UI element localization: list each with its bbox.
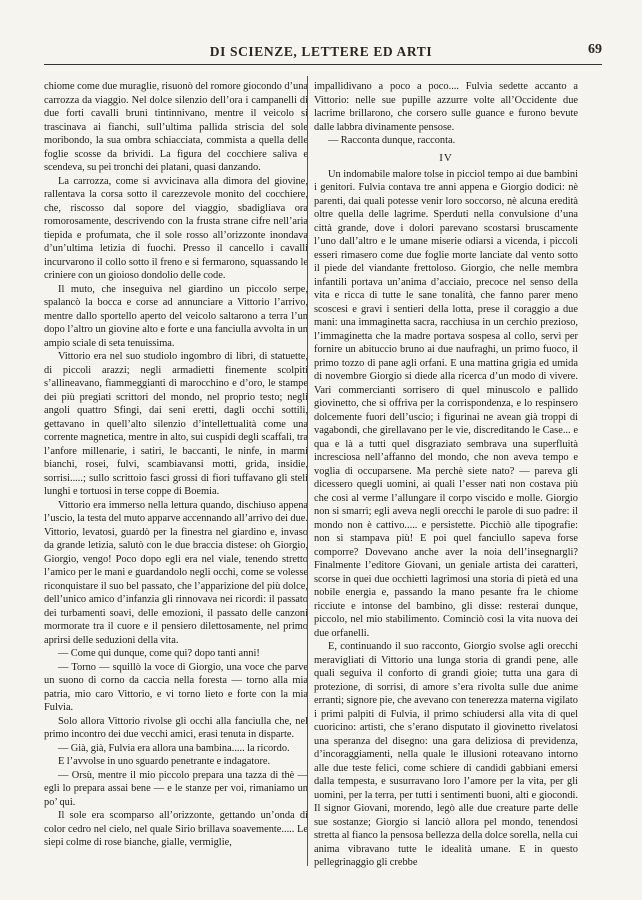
- paragraph: Solo allora Vittorio rivolse gli occhi alla fanciulla che, nel primo incontro dei due vecchi amici, erasi tenuta in disparte.: [44, 715, 308, 740]
- paragraph: Vittorio era immerso nella lettura quando, dischiuso appena l’uscio, la testa del muto apparve accennando all’arrivo dei due. Vittorio, levatosi, guardò per la finestra nel giardino e, invaso da grande letizia, salutò con le due braccia distese: oh Giorgio, Giorgio, vengo! Poco dopo egli era nel viale, tenendo stretto l’amico per le mani e guardandolo negli occhi, come se volesse riconquistare il suo bel passato, che l’apparizione del più dolce, dell’unico amico d’infanzia gli rinnovava nei ricordi: il passato dei turbamenti soavi, delle emozioni, il passato delle canzoni mormorate tra il cuore e il pensiero dilettosamente, nel primo aprirsi delle seduzioni della vita.: [44, 499, 308, 646]
- right-column: [314, 80, 578, 870]
- paragraph: impallidivano a poco a poco.... Fulvia sedette accanto a Vittorio: nelle sue pupille azzurre volte all’Occidente due lacrime brillarono, che corsero sulle guance e furono bevute dalle labbra divinamente pensose.: [314, 81, 578, 133]
- section-heading: IV: [439, 151, 453, 164]
- column-divider: [307, 76, 308, 866]
- paragraph: Vittorio era nel suo studiolo ingombro di libri, di statuette, di piccoli arazzi; negli armadietti finemente scolpiti s’allineavano, fiammeggianti di marocchino e d’oro, le stampe dei più pregiati scrittori del mondo, nel proprio testo; negli angoli quattro Sfingi, dai seni eretti, dagli occhi sottili, gettavano in quell’alto silenzio d’intellettualità come una corrente magnetica, mentre in alto, sui cuspidi degli scaffali, tra l’anfore millenarie, i satiri, le baccanti, le ninfe, in marmi bianchi, rosei, fulvi, scambiavansi motti, grida, insidie, sorrisi.....; sullo scrittoio fasci grossi di fiori tuffavano gli steli lunghi e tortuosi in terse coppe di Boemia.: [44, 351, 308, 497]
- paragraph: Il muto, che inseguiva nel giardino un piccolo serpe, spalancò la bocca e corse ad annunciare a Vittorio l’arrivo, mentre dallo sportello aperto del veicolo saltarono a terra l’un dopo l’altro un giovine alto e forte e una fanciulla avvolta in un ampio sciale di seta tenuissima.: [44, 283, 308, 349]
- paragraph: Un indomabile malore tolse in picciol tempo ai due bambini i genitori. Fulvia contava tre anni appena e Giorgio dodici: nè parenti, dai quali potesse venir loro soccorso, nè alcuna eredità oltre quella delle lagrime. Sperduti nella convulsione d’una città grande, dove i dolori parevano scostarsi bruscamente l’uno dall’altro e le umane miserie odiarsi a vicenda, i piccoli esseri rimasero come due foglie morte lanciate dal vento sotto il piede del viandante frettoloso. Giorgio, che nelle membra infantili portava un’anima d’acciaio, precoce nel senso della vita e ricca di tutte le sane tonalità, che fanno parer meno scoscesi e gravi i sentieri della lotta, prese il coraggio a due mani: una immaginetta sacra, racchiusa in un cerchio prezioso, l’immaginetta che la madre portava sospesa al collo, servì per fornire un abituccio bruno ai due naufraghi, un primo fuoco, il primo tozzo di pane agli orfani. E una mattina grigia ed umida di novembre Giorgio si diede alla ricerca d’un modo di vivere. Vari commercianti sorrisero di quel minuscolo e pallido giovinetto, che si offriva per la corrispondenza, e lo respinsero dolcemente fuori dell’uscio; i figurinai ne avean già troppi di vagabondi, che girellavano per le vie, discreditando le Case... e qua e là a tutti quel disgraziato sembrava una superfluità incresciosa nell’affanno del mondo, che non aveva tempo e voglia di occuparsene. Ma perchè siete nato? — pareva gli dicessero quegli uomini, ai quali l’esser nati non costava più che così al verme l’allungare il corpo viscido e molle. Giorgio non si smarrì; egli aveva negli orecchi le parole di suo padre: il mondo non è cattivo..... e persistette. Picchiò alle tipografie: non si stampava più! E poi quel fanciullo sapeva forse comporre? Dovevano anche aver la noia dell’insegnargli? Finalmente l’editore Giovani, un geniale artista dei caratteri, scorse in quei due occhietti lagrimosi una storia di pietà ed una nobile energia e, passando la mano pesante fra le chiome ricciute e intonse del bambino, gli disse: resterai dunque, piccolo, nel mio stabilimento. Cominciò così la vita nuova dei due orfanelli.: [314, 168, 578, 639]
- paragraph: Il sole era scomparso all’orizzonte, gettando un’onda di color cedro nel cielo, nel quale Sirio brillava soavemente..... Le siepi colme di rose bianche, gialle, vermiglie,: [44, 810, 308, 848]
- dialog-line: — Torno — squillò la voce di Giorgio, una voce che parve un suono di corno da caccia nella foresta — torno alla mia patria, mio caro Vittorio, e vi torno lieto e forte con la mia Fulvia.: [44, 661, 308, 713]
- paragraph: chiome come due muraglie, risuonò del romore giocondo d’una carrozza da viaggio. Nel dolce silenzio dell’ora i campanelli di due forti cavalli bruni tintinnivano, mentre il veicolo si trascinava ai fianchi, sull’ultima pallida striscia del sole moribondo, la sua ombra schiacciata, commista a quella delle foglie scosse da brividi. La figura del cocchiere saliva e scendeva, su pei tronchi dei platani, quasi danzando.: [44, 81, 308, 173]
- paragraph: La carrozza, come si avvicinava alla dimora del giovine, rallentava la corsa sotto il carezzevole monito del cocchiere, che, riscosso dal sopore del viaggio, sbadigliava ora romorosamente, descrivendo con la frusta strane cifre nell’aria tiepida e profumata, che il sole rosso all’orizzonte inondava d’un’ultima letizia di fuochi. Presso il cancello i cavalli incurvarono il collo sotto il freno e si fermarono, squassando le criniere con un gioioso dondolio delle code.: [44, 175, 308, 281]
- left-column: [44, 80, 308, 850]
- running-head: DI SCIENZE, LETTERE ED ARTI: [209, 44, 433, 59]
- dialog-line: — Orsù, mentre il mio piccolo prepara una tazza di thè — egli lo prepara assai bene — e le stanze per voi, rimaniamo un po’ qui.: [44, 769, 308, 808]
- dialog-line: — Come qui dunque, come qui? dopo tanti anni!: [58, 648, 260, 659]
- page-number: 69: [588, 42, 602, 57]
- dialog-line: — Racconta dunque, racconta.: [328, 135, 456, 146]
- paragraph: E l’avvolse in uno sguardo penetrante e indagatore.: [58, 756, 271, 767]
- paragraph: E, continuando il suo racconto, Giorgio svolse agli orecchi meravigliati di Vittorio una lunga storia di grandi pene, alle quali seguiva il conforto di grandi gioie; tutta una gara di protezione, di sorrisi, di amore s’era rivolta sulle due anime erranti; signore pie, che avevano con tenerezza materna vigilato i primi palpiti di Fulvia, il primo schiudersi alla vita di quel cuoricino: artisti, che s’erano disputato il giovinetto rivelatosi una speranza del disegno: una gara deliziosa di previdenza, d’incoraggiamenti, nella quale le illusioni roteavano intorno alle due teste felici, come schiere di candidi gabbiani emersi dalla tempesta, e susurravano loro l’amore per la vita, per gli uomini, per la terra, per tutti i sentimenti buoni, alti e giocondi. Il signor Giovani, morendo, legò alle due creature parte delle sue sostanze; Giorgio si lanciò allora pel mondo, tenendosi stretta al fianco la pensosa bellezza della dolce sorella, nella cui anima vibravano tutte le idealità umane. E in questo pellegrinaggio gli crebbe: [314, 641, 578, 868]
- header-rule: [44, 64, 602, 65]
- dialog-line: — Già, già, Fulvia era allora una bambina..... la ricordo.: [58, 742, 290, 754]
